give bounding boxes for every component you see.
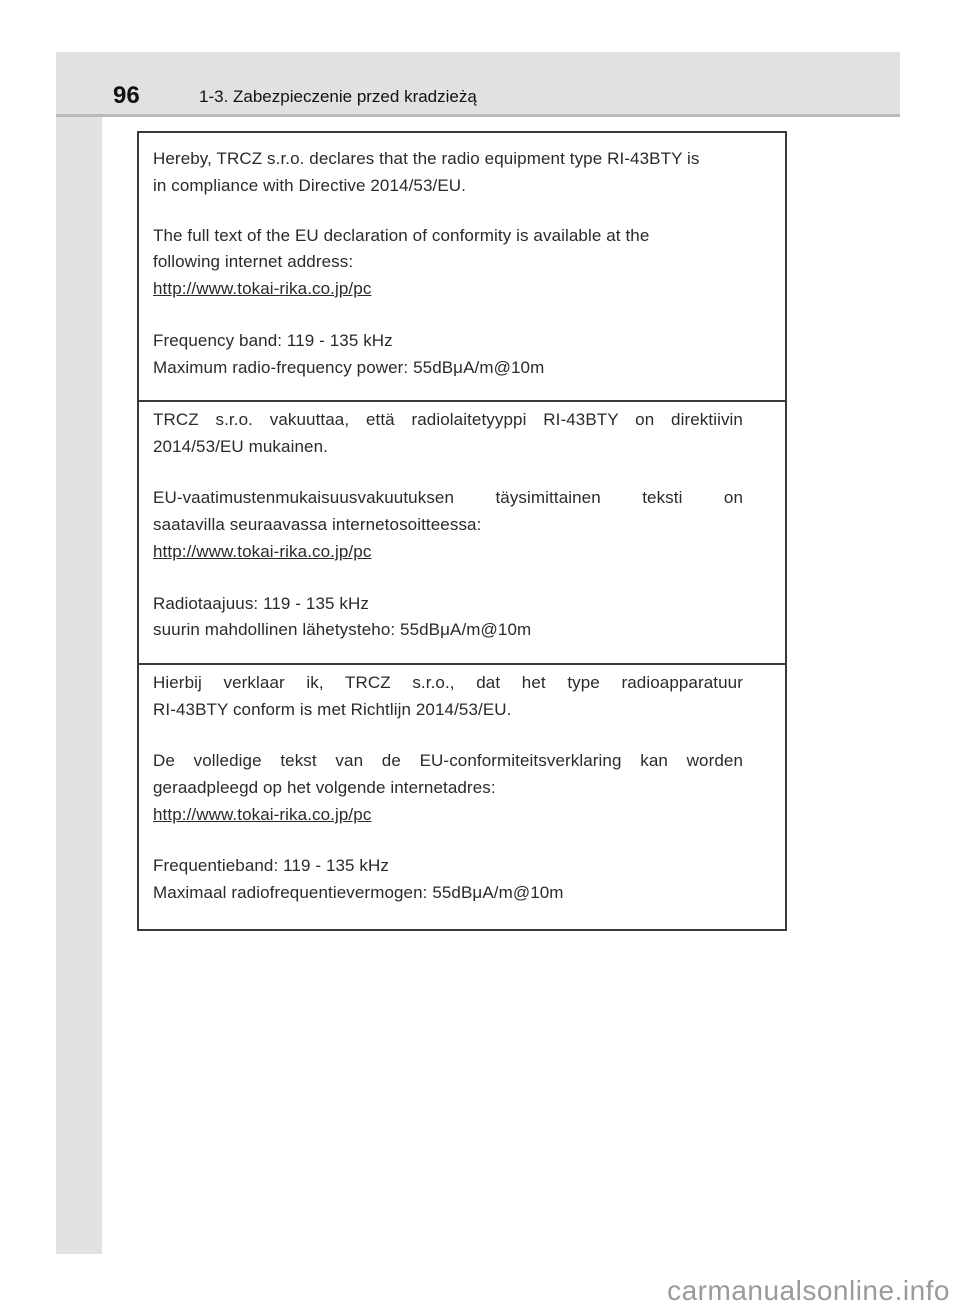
declaration-finnish <box>139 400 785 663</box>
page-number: 96 <box>113 82 140 109</box>
decl-nl-line2: RI-43BTY conform is met Richtlijn 2014/53/EU. <box>153 700 512 719</box>
decl-nl-max-power: Maximaal radiofrequentievermogen: 55dBμA/m@10m <box>153 883 564 902</box>
declaration-dutch <box>139 663 785 929</box>
section-title: 1-3. Zabezpieczenie przed kradzieżą <box>199 87 477 106</box>
decl-fi-link[interactable]: http://www.tokai-rika.co.jp/pc <box>153 542 372 561</box>
decl-en-line4: following internet address: <box>153 252 354 271</box>
decl-en-link[interactable]: http://www.tokai-rika.co.jp/pc <box>153 279 372 298</box>
side-margin-bar <box>56 52 102 1254</box>
decl-nl-link[interactable]: http://www.tokai-rika.co.jp/pc <box>153 805 372 824</box>
decl-fi-line3: EU-vaatimustenmukaisuusvakuutuksen täysimittainen teksti on <box>153 488 743 507</box>
decl-en-line2: in compliance with Directive 2014/53/EU. <box>153 176 466 195</box>
header-divider <box>56 114 900 117</box>
page-header <box>56 52 900 116</box>
decl-fi-max-power: suurin mahdollinen lähetysteho: 55dBμA/m@10m <box>153 620 532 639</box>
decl-nl-line4: geraadpleegd op het volgende internetadres: <box>153 778 496 797</box>
site-watermark: carmanualsonline.info <box>667 1275 950 1306</box>
decl-fi-frequency-band: Radiotaajuus: 119 - 135 kHz <box>153 594 369 613</box>
decl-nl-line1: Hierbij verklaar ik, TRCZ s.r.o., dat het type radioapparatuur <box>153 673 743 692</box>
declaration-english <box>139 133 785 400</box>
decl-fi-line1: TRCZ s.r.o. vakuuttaa, että radiolaitetyyppi RI-43BTY on direktiivin <box>153 410 743 429</box>
decl-fi-line4: saatavilla seuraavassa internetosoitteessa: <box>153 515 482 534</box>
decl-en-frequency-band: Frequency band: 119 - 135 kHz <box>153 331 393 350</box>
decl-nl-frequency-band: Frequentieband: 119 - 135 kHz <box>153 856 390 875</box>
decl-en-max-power: Maximum radio-frequency power: 55dBμA/m@10m <box>153 358 545 377</box>
declaration-table <box>137 131 787 931</box>
decl-en-line3: The full text of the EU declaration of conformity is available at the <box>153 226 650 245</box>
decl-en-line1: Hereby, TRCZ s.r.o. declares that the radio equipment type RI-43BTY is <box>153 149 700 168</box>
decl-fi-line2: 2014/53/EU mukainen. <box>153 437 328 456</box>
decl-nl-line3: De volledige tekst van de EU-conformiteitsverklaring kan worden <box>153 751 743 770</box>
